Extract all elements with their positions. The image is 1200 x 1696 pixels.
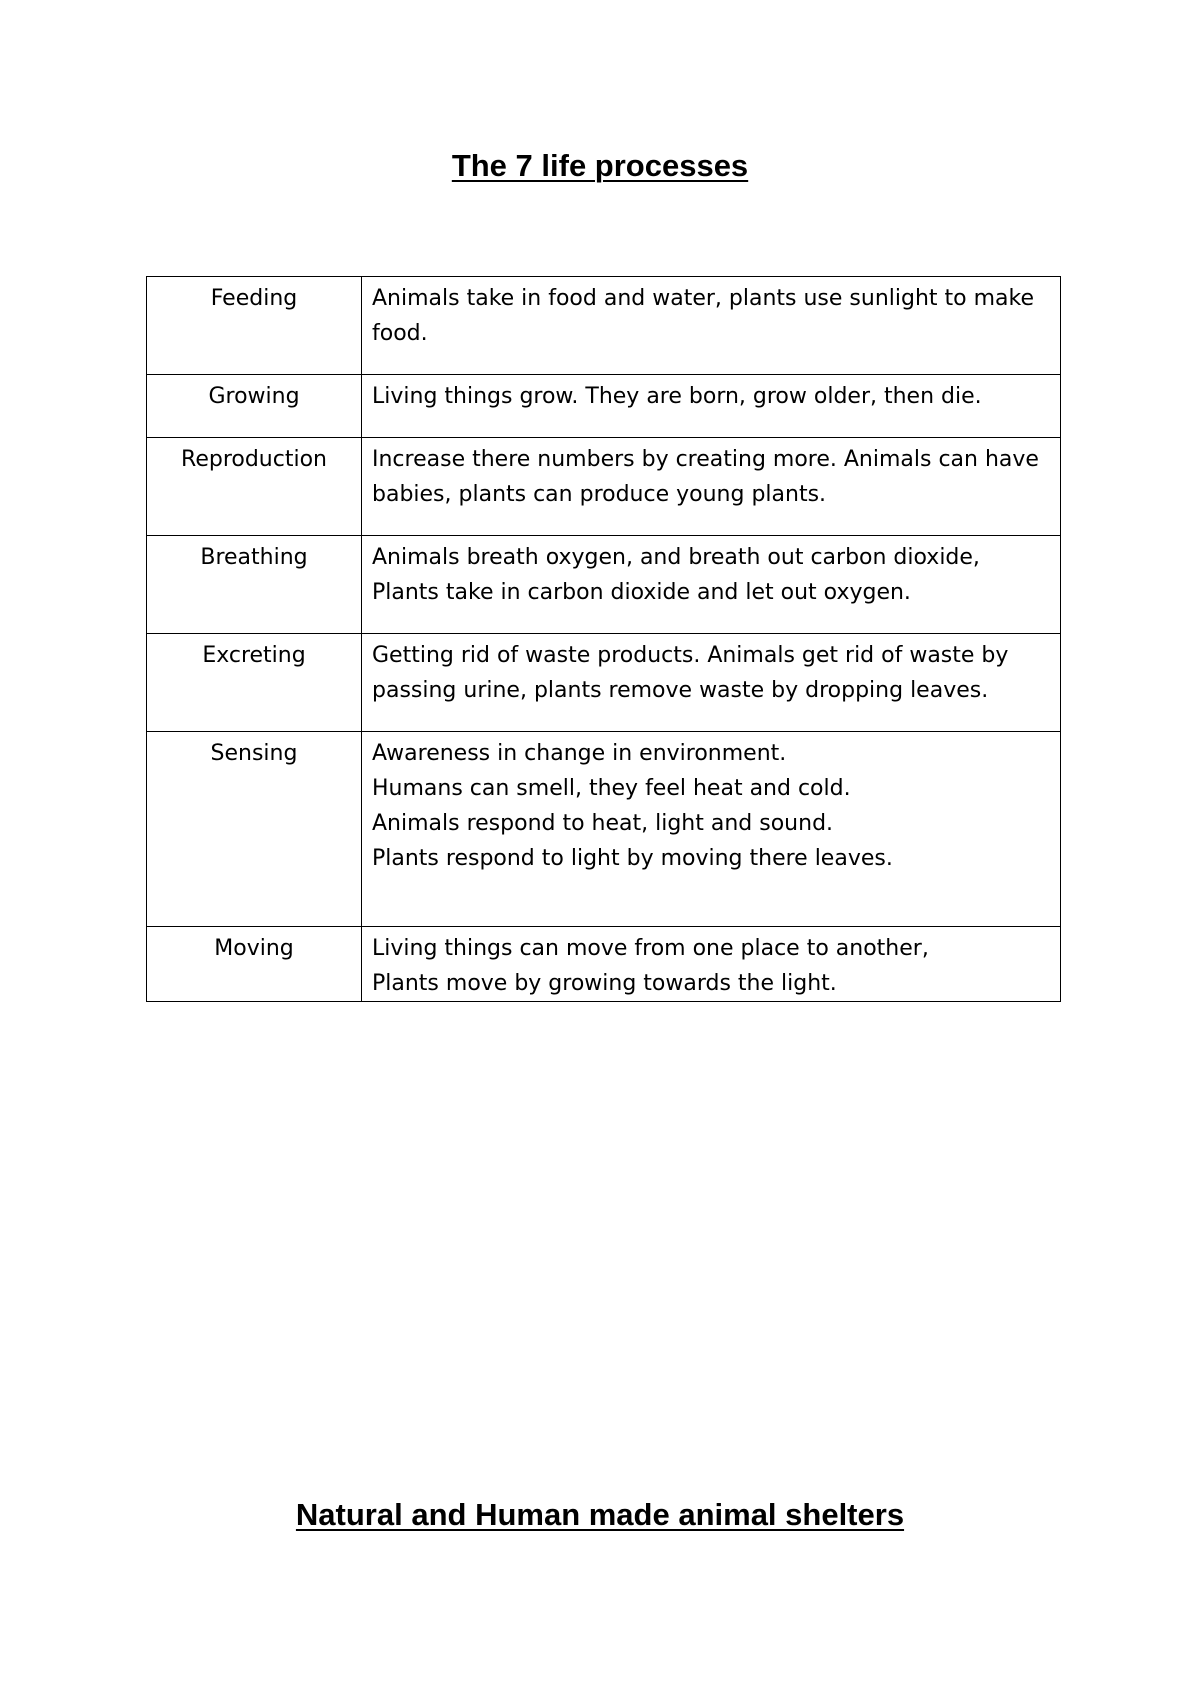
- process-description: Awareness in change in environment. Humans can smell, they feel heat and cold. Animals respond to heat, light and sound. Plants respond to light by moving there leaves.: [362, 732, 1061, 927]
- table-row: [147, 536, 1061, 634]
- process-name: Excreting: [147, 634, 362, 732]
- process-name: Moving: [147, 927, 362, 1002]
- process-description: Living things grow. They are born, grow older, then die.: [362, 375, 1061, 438]
- table-row: [147, 927, 1061, 1002]
- process-name: Breathing: [147, 536, 362, 634]
- life-processes-table: [146, 276, 1061, 1002]
- process-description: Animals breath oxygen, and breath out carbon dioxide, Plants take in carbon dioxide and let out oxygen.: [362, 536, 1061, 634]
- process-description: Living things can move from one place to another, Plants move by growing towards the light.: [362, 927, 1061, 1002]
- process-description: Increase there numbers by creating more. Animals can have babies, plants can produce young plants.: [362, 438, 1061, 536]
- table-row: [147, 438, 1061, 536]
- process-name: Feeding: [147, 277, 362, 375]
- process-name: Reproduction: [147, 438, 362, 536]
- process-description: Animals take in food and water, plants use sunlight to make food.: [362, 277, 1061, 375]
- table-row: [147, 732, 1061, 927]
- process-name: Sensing: [147, 732, 362, 927]
- table-row: [147, 277, 1061, 375]
- page-title: The 7 life processes: [451, 148, 749, 183]
- table-row: [147, 375, 1061, 438]
- process-name: Growing: [147, 375, 362, 438]
- section-heading: Natural and Human made animal shelters: [295, 1497, 905, 1532]
- table-row: [147, 634, 1061, 732]
- process-description: Getting rid of waste products. Animals get rid of waste by passing urine, plants remove waste by dropping leaves.: [362, 634, 1061, 732]
